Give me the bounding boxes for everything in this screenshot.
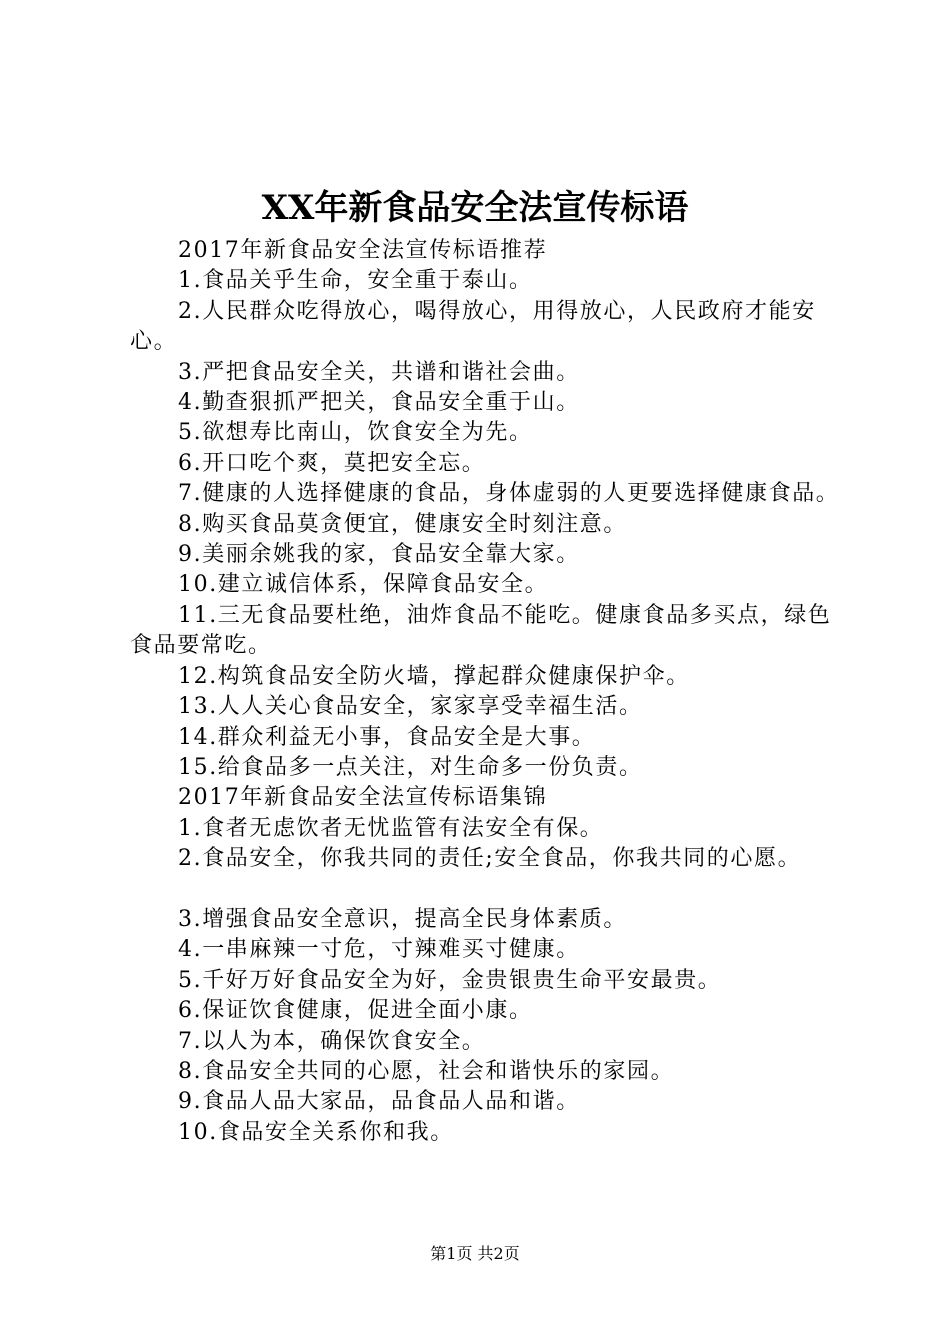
- slogan-item: 4.一串麻辣一寸危，寸辣难买寸健康。: [178, 937, 580, 963]
- slogan-item: 6.开口吃个爽，莫把安全忘。: [178, 450, 486, 476]
- slogan-item: 15.给食品多一点关注，对生命多一份负责。: [178, 754, 643, 780]
- slogan-item: 1.食品关乎生命，安全重于泰山。: [178, 268, 533, 294]
- slogan-item: 6.保证饮食健康，促进全面小康。: [178, 998, 533, 1024]
- slogan-item: 8.食品安全共同的心愿，社会和谐快乐的家园。: [178, 1058, 675, 1084]
- page-number-footer: 第1页 共2页: [430, 1244, 520, 1263]
- slogan-item: 7.健康的人选择健康的食品，身体虚弱的人更要选择健康食品。: [178, 481, 840, 507]
- slogan-item: 1.食者无虑饮者无忧监管有法安全有保。: [178, 815, 604, 841]
- slogan-item: 5.欲想寿比南山，饮食安全为先。: [178, 420, 533, 446]
- slogan-item: 3.严把食品安全关，共谱和谐社会曲。: [178, 359, 580, 385]
- blank-line: [130, 875, 850, 905]
- slogan-item: 4.勤查狠抓严把关，食品安全重于山。: [178, 390, 580, 416]
- slogan-item: 10.食品安全关系你和我。: [178, 1119, 454, 1145]
- slogan-item: 5.千好万好食品安全为好，金贵银贵生命平安最贵。: [178, 967, 722, 993]
- slogan-item: 14.群众利益无小事，食品安全是大事。: [178, 724, 596, 750]
- slogan-item: 11.三无食品要杜绝，油炸食品不能吃。健康食品多买点，绿色食品要常吃。: [130, 602, 832, 659]
- slogan-item: 7.以人为本，确保饮食安全。: [178, 1028, 486, 1054]
- slogan-item: 8.购买食品莫贪便宜，健康安全时刻注意。: [178, 511, 627, 537]
- slogan-item: 10.建立诚信体系，保障食品安全。: [178, 572, 549, 598]
- slogan-item: 2.人民群众吃得放心，喝得放心，用得放心，人民政府才能安心。: [130, 298, 816, 355]
- document-body: [130, 236, 850, 1148]
- slogan-item: 3.增强食品安全意识，提高全民身体素质。: [178, 906, 627, 932]
- slogan-item: 9.美丽余姚我的家，食品安全靠大家。: [178, 542, 580, 568]
- slogan-item: 12.构筑食品安全防火墙，撑起群众健康保护伞。: [178, 663, 690, 689]
- slogan-item: 2.食品安全，你我共同的责任;安全食品，你我共同的心愿。: [178, 846, 802, 872]
- slogan-item: 13.人人关心食品安全，家家享受幸福生活。: [178, 694, 643, 720]
- section-heading-recommend: 2017年新食品安全法宣传标语推荐: [178, 238, 548, 263]
- document-title: XX年新食品安全法宣传标语: [261, 188, 689, 228]
- slogan-item: 9.食品人品大家品，品食品人品和谐。: [178, 1089, 580, 1115]
- section-heading-collection: 2017年新食品安全法宣传标语集锦: [178, 785, 548, 811]
